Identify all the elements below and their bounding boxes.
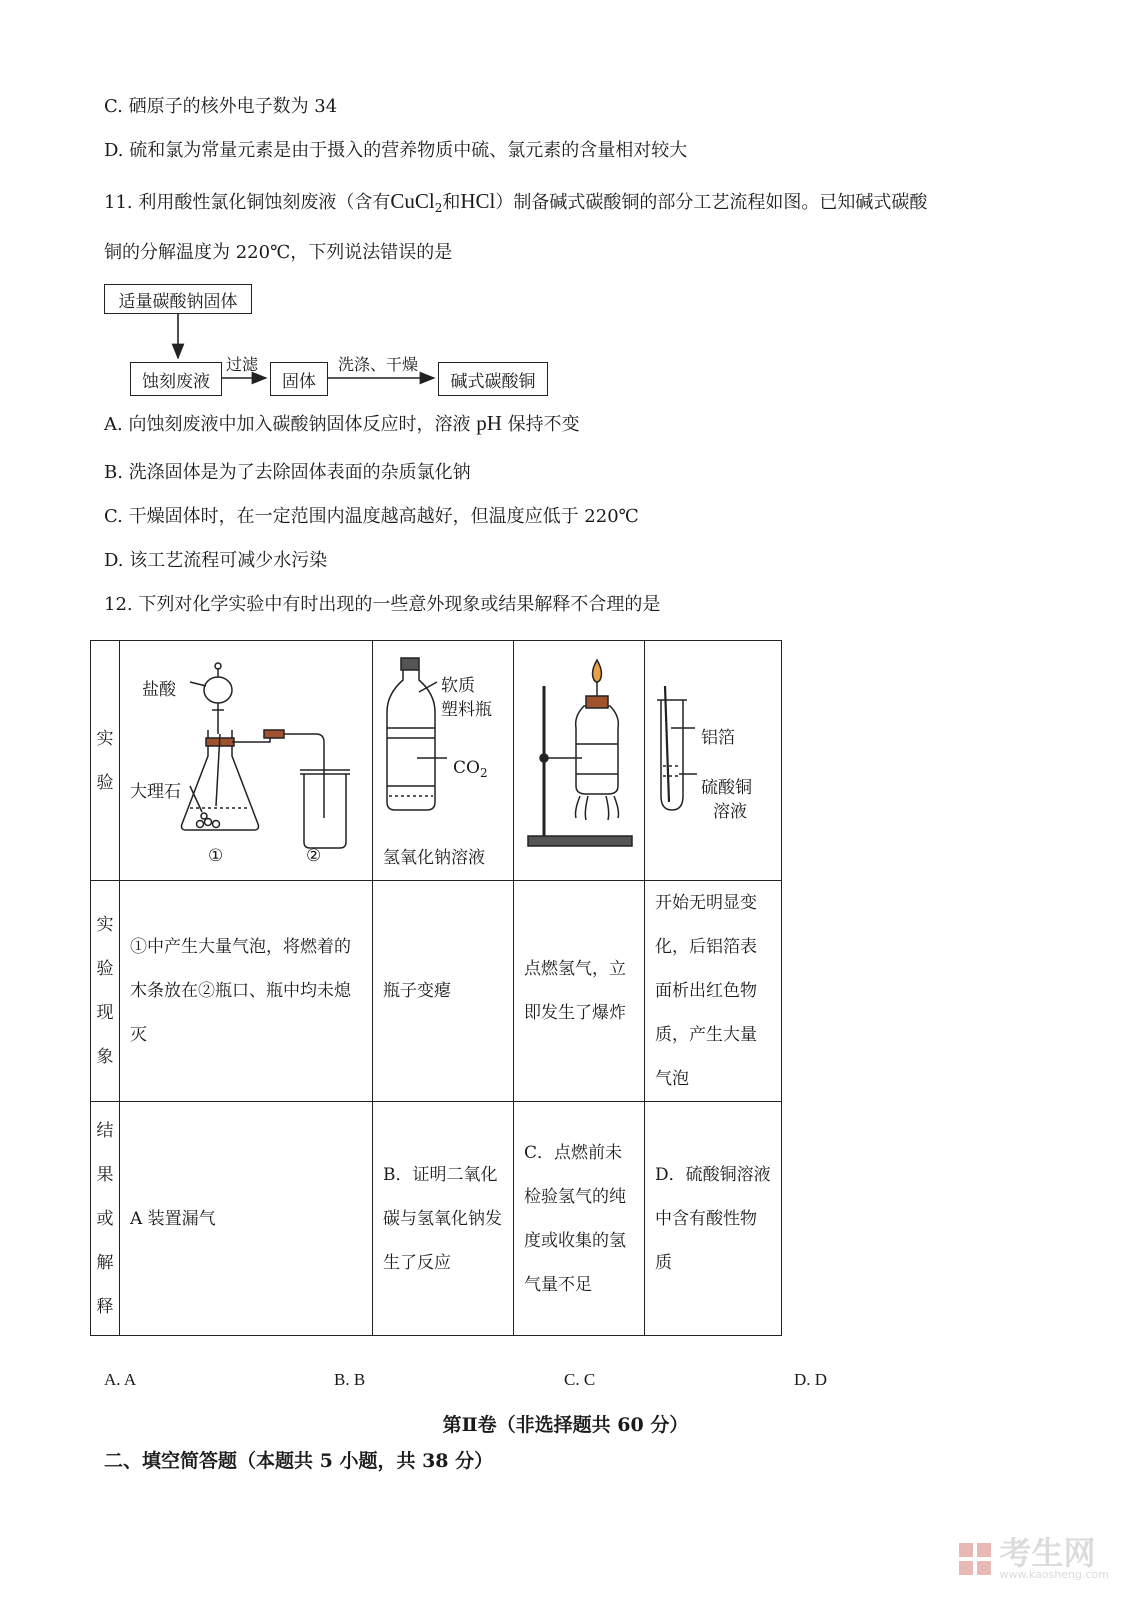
- row-head-experiment: [91, 641, 120, 881]
- answer-d: D. D: [794, 1370, 828, 1389]
- flask-apparatus: [120, 646, 372, 876]
- kaosheng-logo-icon: [957, 1541, 993, 1577]
- explanation-d: D．硫酸铜溶液中含有酸性物质: [645, 1102, 782, 1336]
- phenomenon-a: ①中产生大量气泡，将燃着的木条放在②瓶口、瓶中均未熄灭: [120, 881, 373, 1102]
- watermark-url: www.kaosheng.com: [999, 1568, 1109, 1581]
- row-head-text: 实验现象: [96, 915, 114, 1067]
- experiment-image-c: [514, 641, 645, 881]
- section-two-title: 二、填空简答题（本题共 5 小题，共 38 分）: [104, 1450, 494, 1472]
- label-solution: 溶液: [713, 801, 747, 822]
- watermark-brand: 考生网: [999, 1534, 1096, 1572]
- label-co2: $CO_2$: [453, 757, 488, 780]
- q11-option-d: D. 该工艺流程可减少水污染: [104, 550, 328, 571]
- q11-stem: 11. 利用酸性氯化铜蚀刻废液（含有CuCl$_2$和HCl）制备碱式碳酸铜的部分工艺流程如图。已知碱式碳酸: [104, 189, 928, 215]
- flow-box-solid: 固体: [270, 362, 328, 396]
- plastic-bottle: [373, 646, 513, 876]
- q12-experiment-table: [90, 640, 782, 1336]
- flow-box-product: 碱式碳酸铜: [438, 362, 548, 396]
- row-head-explanation: [91, 1102, 120, 1336]
- label-plastic-bottle: 塑料瓶: [441, 699, 492, 720]
- label-marble: 大理石: [130, 781, 181, 802]
- label-acid: 盐酸: [142, 679, 176, 700]
- explanation-a: A 装置漏气: [120, 1102, 373, 1336]
- watermark: [957, 1534, 1109, 1581]
- explanation-c: C．点燃前未检验氢气的纯度或收集的氢气量不足: [514, 1102, 645, 1336]
- row-head-text: 结果或解释: [96, 1120, 114, 1317]
- answer-a: A. A: [104, 1370, 137, 1389]
- answer-c: C. C: [564, 1370, 596, 1389]
- experiment-image-a: [120, 641, 373, 881]
- flow-step-filter: 过滤: [226, 355, 259, 374]
- flow-box-waste: 蚀刻废液: [130, 362, 222, 396]
- label-soft: 软质: [441, 675, 475, 696]
- iron-stand-icon: [514, 646, 664, 876]
- experiment-image-b: [373, 641, 514, 881]
- q11-stem-line2: 铜的分解温度为 220℃，下列说法错误的是: [104, 242, 453, 263]
- experiment-image-d: [645, 641, 782, 881]
- q11-option-b: B. 洗涤固体是为了去除固体表面的杂质氯化钠: [104, 462, 471, 483]
- part-two-heading: 第Ⅱ卷（非选择题共 60 分）: [442, 1414, 689, 1436]
- label-n2: ②: [306, 845, 322, 866]
- answer-b: B. B: [334, 1370, 366, 1389]
- q11-option-c: C. 干燥固体时，在一定范围内温度越高越好，但温度应低于 220℃: [104, 506, 639, 527]
- flow-box-sodium-carbonate: 适量碳酸钠固体: [104, 284, 252, 314]
- explanation-b: B．证明二氧化碳与氢氧化钠发生了反应: [373, 1102, 514, 1336]
- label-n1: ①: [208, 845, 224, 866]
- q12-stem: 12. 下列对化学实验中有时出现的一些意外现象或结果解释不合理的是: [104, 594, 661, 615]
- flow-step-wash-dry: 洗涤、干燥: [338, 355, 419, 374]
- row-head-text: 实验: [96, 728, 114, 793]
- label-foil: 铝箔: [701, 727, 735, 748]
- option-c-prev: C. 硒原子的核外电子数为 34: [104, 96, 338, 117]
- phenomenon-b: 瓶子变瘪: [373, 881, 514, 1102]
- test-tube-icon: [645, 646, 801, 876]
- q11-option-a: A. 向蚀刻废液中加入碳酸钠固体反应时，溶液 pH 保持不变: [104, 411, 580, 435]
- phenomenon-d: 开始无明显变化，后铝箔表面析出红色物质，产生大量气泡: [645, 881, 782, 1102]
- option-d-prev: D. 硫和氯为常量元素是由于摄入的营养物质中硫、氯元素的含量相对较大: [104, 140, 688, 161]
- hydrogen-stand: [514, 646, 644, 876]
- label-naoh: 氢氧化钠溶液: [383, 847, 485, 868]
- flow-arrows: [0, 0, 1131, 400]
- test-tube: [645, 646, 781, 876]
- label-cuso4: 硫酸铜: [701, 777, 752, 798]
- row-head-phenomenon: [91, 881, 120, 1102]
- phenomenon-c: 点燃氢气，立即发生了爆炸: [514, 881, 645, 1102]
